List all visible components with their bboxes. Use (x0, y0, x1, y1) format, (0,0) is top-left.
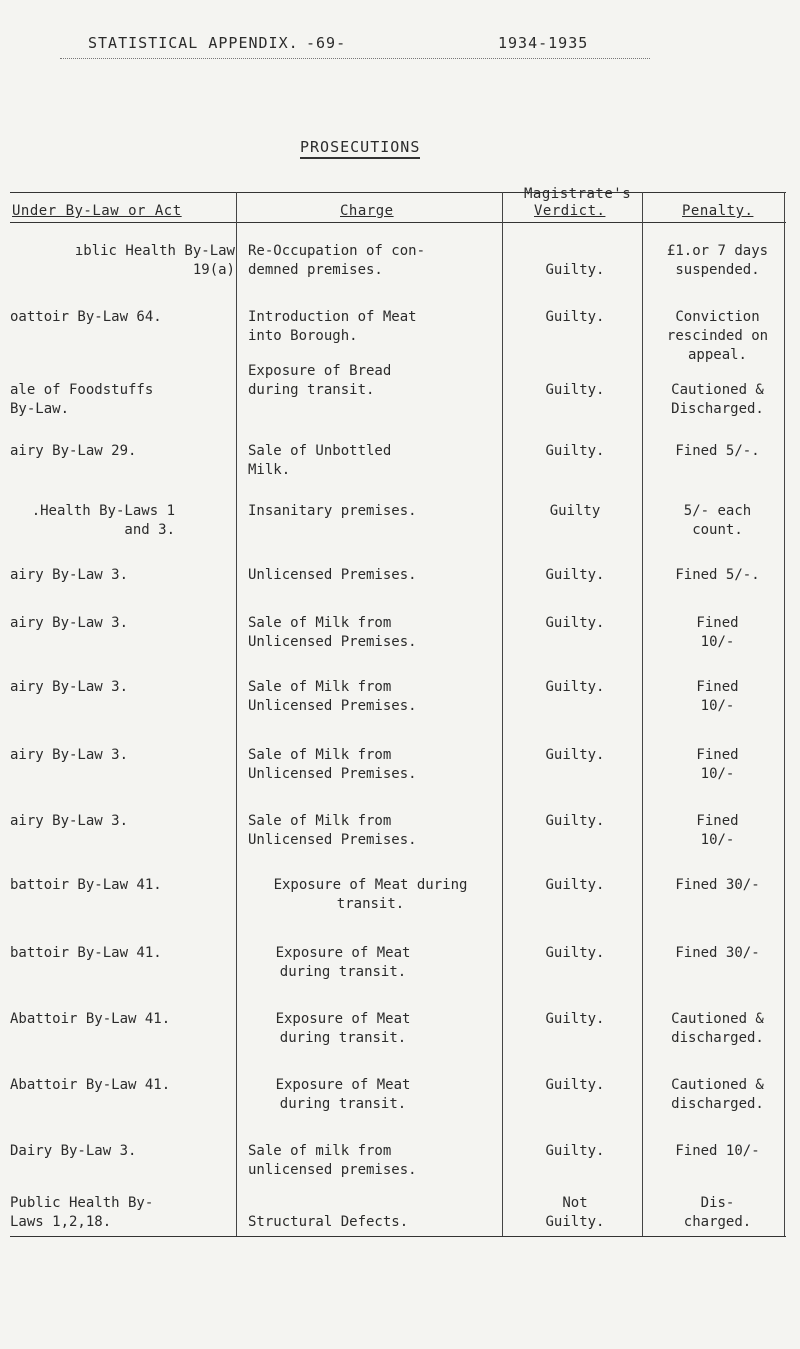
charge-cell: Structural Defects. (248, 1214, 409, 1230)
verdict-cell: Guilty. (545, 1143, 605, 1159)
charge-cell: Exposure of Meat during transit. (273, 877, 468, 912)
penalty-cell: Fined 10/- (696, 747, 739, 782)
verdict-cell: Guilty. (545, 877, 605, 893)
act-cell (10, 362, 210, 438)
verdict-cell: Guilty. (545, 567, 605, 583)
act-cell: battoir By-Law 41. (10, 877, 162, 893)
verdict-cell: Guilty. (545, 443, 605, 459)
column-divider-verdict (642, 192, 643, 1236)
charge-cell: Exposure of Bread during transit. (248, 363, 392, 398)
charge-cell: Sale of milk from unlicensed premises. (248, 1143, 417, 1178)
charge-cell: Unlicensed Premises. (248, 567, 417, 583)
act-cell: ıblic Health By-Law 19(a) (74, 243, 235, 278)
act-cell: airy By-Law 3. (10, 813, 129, 829)
act-cell: Dairy By-Law 3. (10, 1143, 137, 1159)
act-cell: .Health By-Laws 1 and 3. (31, 503, 175, 538)
act-cell: Abattoir By-Law 41. (10, 1011, 171, 1027)
prosecutions-table (10, 186, 786, 1238)
header-year: 1934-1935 (498, 34, 589, 52)
verdict-cell: Guilty. (545, 262, 605, 278)
column-header-charge: Charge (340, 203, 394, 219)
penalty-cell: 5/- each count. (683, 503, 752, 538)
charge-cell: Sale of Milk from Unlicensed Premises. (248, 813, 417, 848)
header-page-number: -69- (306, 34, 347, 52)
act-cell: oattoir By-Law 64. (10, 309, 162, 325)
act-cell: battoir By-Law 41. (10, 945, 162, 961)
act-cell: airy By-Law 3. (10, 615, 129, 631)
charge-cell: Exposure of Meat during transit. (275, 945, 411, 980)
column-header-verdict-line1: Magistrate's (524, 186, 632, 202)
charge-cell: Insanitary premises. (248, 503, 417, 519)
act-line: ale of Foodstuffs By-Law. (10, 382, 154, 417)
charge-cell: Introduction of Meat into Borough. (248, 309, 417, 344)
verdict-cell: Guilty. (545, 309, 605, 325)
penalty-cell: Fined 10/- (696, 615, 739, 650)
act-cell: airy By-Law 3. (10, 747, 129, 763)
verdict-cell: Guilty. (545, 679, 605, 695)
penalty-cell: Fined 10/- (696, 679, 739, 714)
penalty-cell: Conviction rescinded on appeal. (666, 309, 769, 363)
charge-cell: Sale of Milk from Unlicensed Premises. (248, 615, 417, 650)
verdict-cell: Not Guilty. (545, 1195, 605, 1230)
act-cell: Public Health By- Laws 1,2,18. (10, 1195, 154, 1230)
column-header-penalty: Penalty. (682, 203, 754, 219)
verdict-cell: Guilty. (545, 747, 605, 763)
charge-cell: Exposure of Meat during transit. (275, 1011, 411, 1046)
column-header-act: Under By-Law or Act (12, 203, 182, 219)
penalty-cell: Fined 5/-. (675, 567, 760, 583)
verdict-cell: Guilty (549, 503, 601, 519)
penalty-cell: Fined 5/-. (675, 443, 760, 459)
verdict-cell: Guilty. (545, 382, 605, 398)
charge-cell: Re-Occupation of con- demned premises. (248, 243, 426, 278)
verdict-cell: Guilty. (545, 1077, 605, 1093)
verdict-cell: Guilty. (545, 615, 605, 631)
verdict-cell: Guilty. (545, 945, 605, 961)
charge-cell: Exposure of Meat during transit. (275, 1077, 411, 1112)
verdict-cell: Guilty. (545, 813, 605, 829)
act-cell: airy By-Law 3. (10, 679, 129, 695)
penalty-cell: Cautioned & Discharged. (671, 382, 764, 417)
header-bottom-rule (10, 222, 786, 223)
charge-cell: Sale of Unbottled Milk. (248, 443, 392, 478)
charge-cell: Sale of Milk from Unlicensed Premises. (248, 747, 417, 782)
charge-cell: Sale of Milk from Unlicensed Premises. (248, 679, 417, 714)
act-cell: Abattoir By-Law 41. (10, 1077, 171, 1093)
penalty-cell: Fined 30/- (675, 945, 760, 961)
penalty-cell: Dis- charged. (683, 1195, 752, 1230)
penalty-cell: £1.or 7 days suspended. (666, 243, 769, 278)
penalty-cell: Cautioned & discharged. (671, 1011, 764, 1046)
column-divider-charge (502, 192, 503, 1236)
table-bottom-rule (10, 1236, 786, 1237)
act-cell: airy By-Law 3. (10, 567, 129, 583)
table-top-rule (10, 192, 786, 193)
penalty-cell: Fined 10/- (675, 1143, 760, 1159)
header-rule (60, 58, 650, 60)
column-header-verdict-line2: Verdict. (534, 203, 606, 219)
penalty-cell: Fined 10/- (696, 813, 739, 848)
header-section-title: STATISTICAL APPENDIX. (88, 34, 299, 52)
act-cell: airy By-Law 29. (10, 443, 137, 459)
column-divider-act (236, 192, 237, 1236)
penalty-cell: Cautioned & discharged. (671, 1077, 764, 1112)
verdict-cell: Guilty. (545, 1011, 605, 1027)
penalty-cell: Fined 30/- (675, 877, 760, 893)
page-title: PROSECUTIONS (300, 138, 420, 159)
